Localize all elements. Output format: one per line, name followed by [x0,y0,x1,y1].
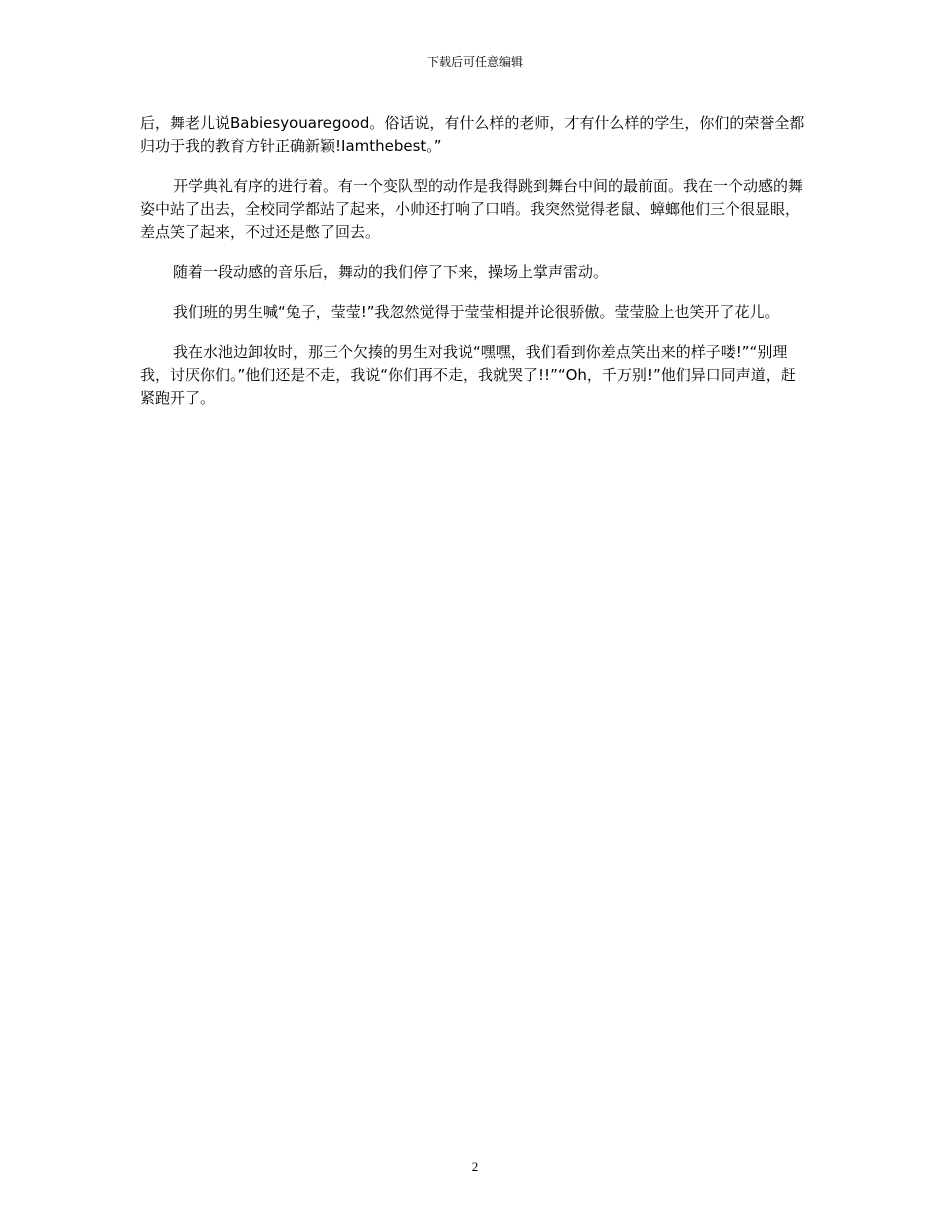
document-body [140,112,810,427]
page-header: 下载后可任意编辑 [426,55,523,69]
paragraph-applause: 随着一段动感的音乐后，舞动的我们停了下来，操场上掌声雷动。 [173,263,609,281]
paragraph-continuation: 后，舞老儿说Babiesyouaregood。俗话说，有什么样的老师，才有什么样的学生，你们的荣誉全都归功于我的教育方针正确新颖!Iamthebest。” [140,114,805,155]
paragraph-opening-ceremony: 开学典礼有序的进行着。有一个变队型的动作是我得跳到舞台中间的最前面。我在一个动感的舞姿中站了出去，全校同学都站了起来，小帅还打响了口哨。我突然觉得老鼠、蟑螂他们三个很显眼，差点笑了起来，不过还是憋了回去。 [140,177,804,241]
page-number: 2 [471,1159,479,1174]
paragraph-classmates-cheer: 我们班的男生喊“兔子，莹莹!”我忽然觉得于莹莹相提并论很骄傲。莹莹脸上也笑开了花儿。 [173,303,780,321]
paragraph-makeup-removal: 我在水池边卸妆时，那三个欠揍的男生对我说“嘿嘿，我们看到你差点笑出来的样子喽!”“别理我，讨厌你们。”他们还是不走，我说“你们再不走，我就哭了!!”“Oh，千万别!”他们异口同声道，赶紧跑开了。 [140,343,796,407]
